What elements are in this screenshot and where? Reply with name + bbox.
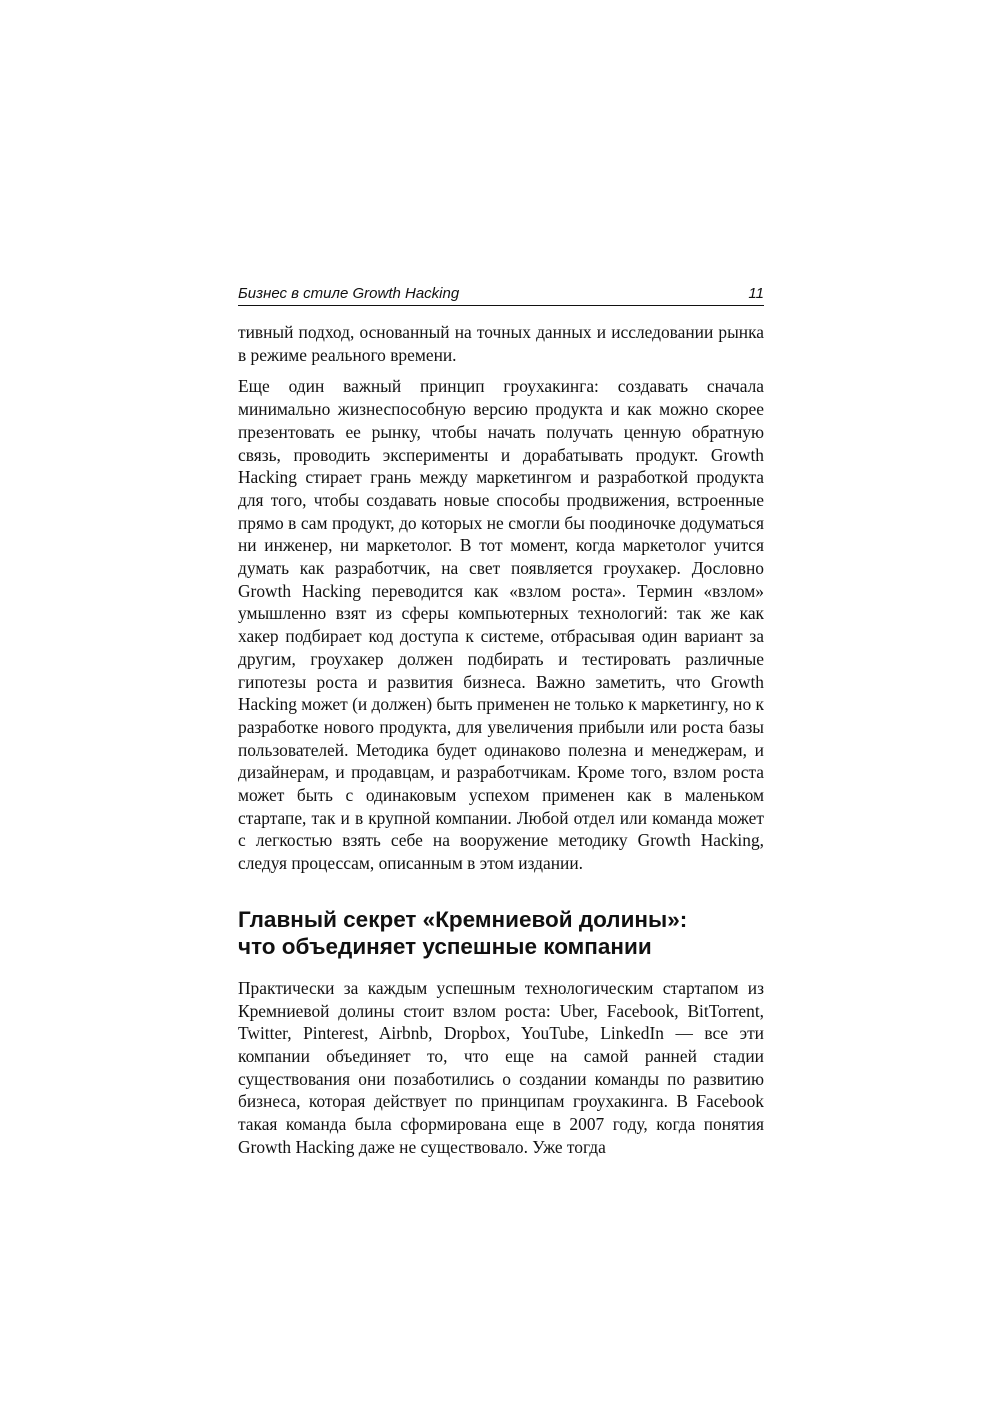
book-page	[238, 285, 764, 1159]
running-title: Бизнес в стиле Growth Hacking	[238, 285, 460, 302]
section-paragraph: Практически за каждым успешным технологическим стартапом из Кремниевой долины стоит взлом роста: Uber, Facebook, BitTorrent, Twitter, Pinterest, Airbnb, Dropbox, YouTube, LinkedIn — все эти компании объединяет то, что еще на самой ранней стадии существования они позаботились о создании команды по развитию бизнеса, которая действует по принципам гроухакинга. В Facebook такая команда была сформирована еще в 2007 году, когда понятия Growth Hacking даже не существовало. Уже тогда	[238, 977, 764, 1157]
paragraph-growth-hacking-principle: Еще один важный принцип гроухакинга: создавать сначала минимально жизнеспособную версию продукта и как можно скорее презентовать ее рынку, чтобы начать получать ценную обратную связь, проводить эксперименты и дорабатывать продукт. Growth Hacking стирает грань между маркетингом и разработкой продукта для того, чтобы создавать новые способы продвижения, встроенные прямо в сам продукт, до которых не смогли бы поодиночке додуматься ни инженер, ни маркетолог. В тот момент, когда маркетолог учится думать как разработчик, на свет появляется гроухакер. Дословно Growth Hacking переводится как «взлом роста». Термин «взлом» умышленно взят из сферы компьютерных технологий: так же как хакер подбирает код доступа к системе, отбрасывая один вариант за другим, гроухакер должен подбирать и тестировать различные гипотезы роста и развития бизнеса. Важно заметить, что Growth Hacking может (и должен) быть применен не только к маркетингу, но к разработке нового продукта, для увеличения прибыли или роста базы пользователей. Методика будет одинаково полезна и менеджерам, и дизайнерам, и продавцам, и разработчикам. Кроме того, взлом роста может быть с одинаковым успехом применен как в маленьком стартапе, так и в крупной компании. Любой отдел или команда может с легкостью взять себе на вооружение методику Growth Hacking, следуя процессам, описанным в этом издании.	[238, 376, 764, 874]
section-heading-line-2: что объединяет успешные компании	[238, 933, 652, 959]
section-heading-line-1: Главный секрет «Кремниевой долины»:	[238, 906, 688, 932]
running-header	[238, 285, 764, 306]
paragraph-continuation: тивный подход, основанный на точных данных и исследовании рынка в режиме реального времени.	[238, 322, 764, 365]
section-heading	[238, 906, 764, 960]
page-number: 11	[748, 285, 764, 302]
